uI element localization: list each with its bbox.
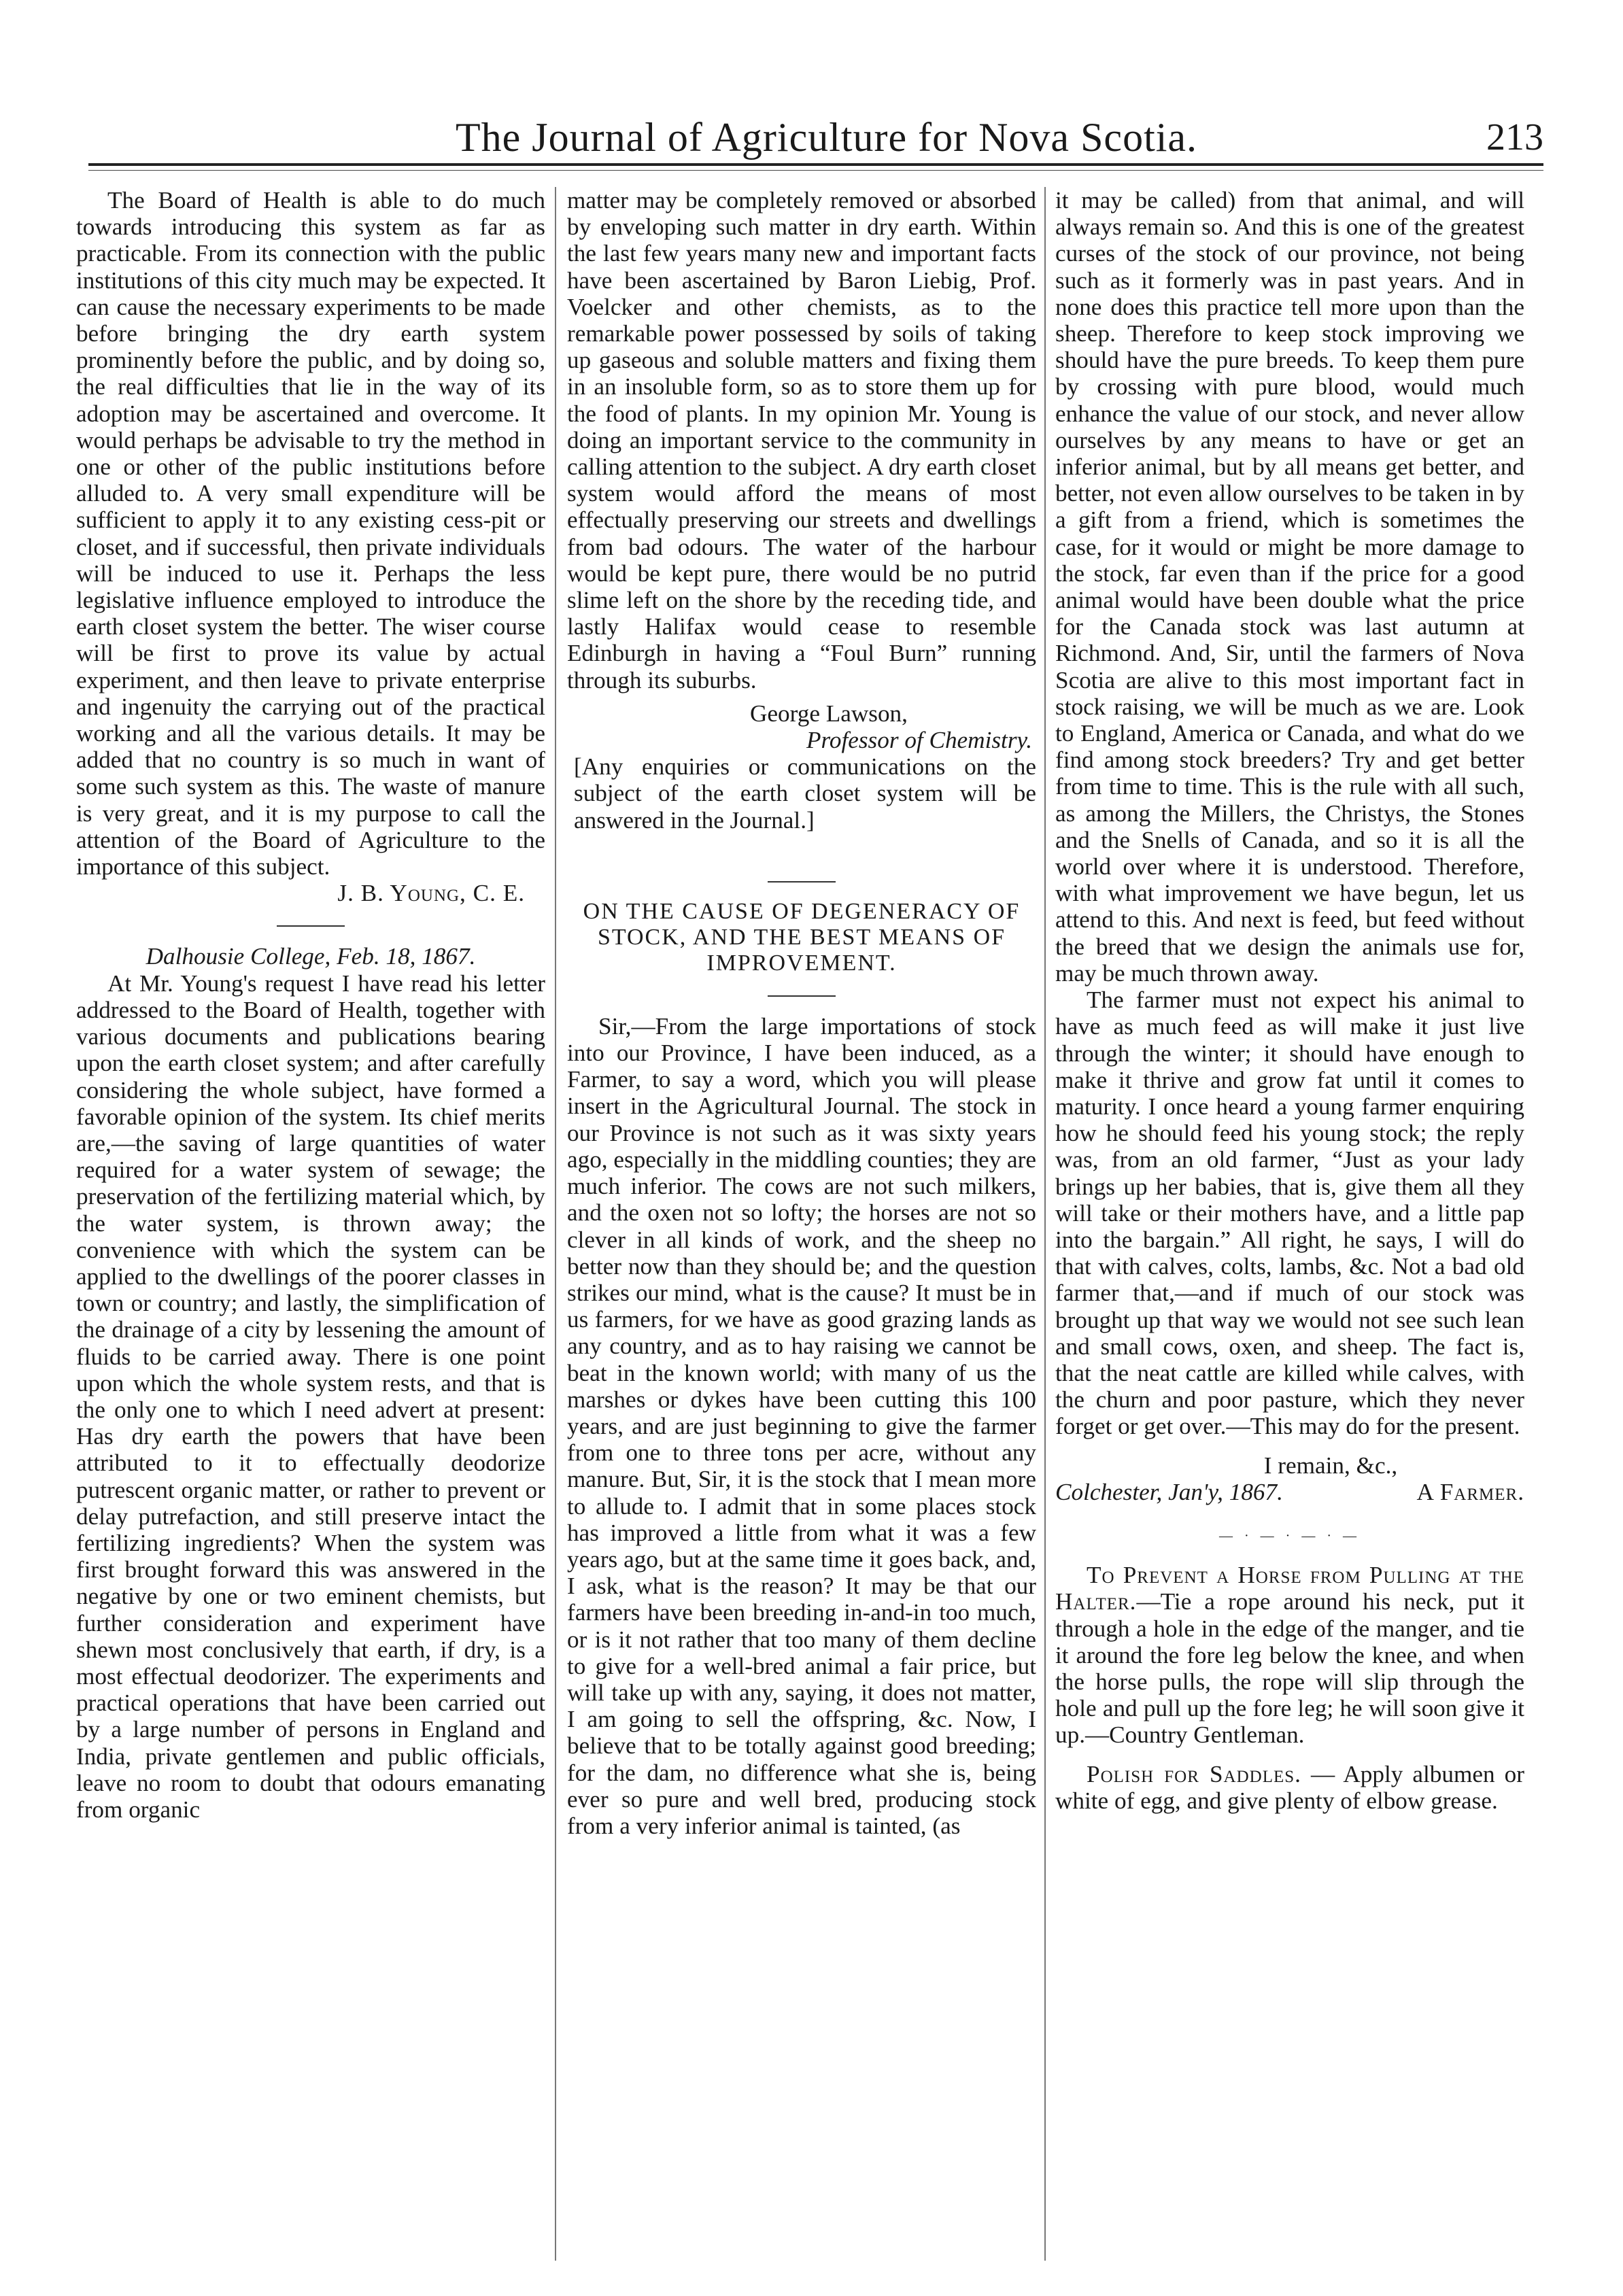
closing-signer: A Farmer.: [1416, 1478, 1524, 1505]
signature-name: George Lawson,: [750, 700, 908, 727]
page-header: [88, 102, 1543, 177]
paragraph-feeding: The farmer must not expect his animal to have as much feed as will make it just live through the winter; it should have enough to make it thrive and grow fat until it comes to maturity. I once heard a young farmer enquiring how he should feed his young stock; the reply was, from an old farmer, “Just as your lady brings up her babies, that is, give them all they will take or their mothers have, and a little pap into the bargain.” All right, he says, I will do that with calves, colts, lambs, &c. Not a bad old farmer that,—and if much of our stock was brought up that way we would not see such lean and small cows, oxen, and sheep. The fact is, that the neat cattle are killed while calves, with the churn and poor pasture, which they never forget or get over.—This may do for the present.: [1055, 987, 1524, 1440]
item-saddle-polish-body: — Apply albumen or white of egg, and give plenty of elbow grease.: [1055, 1760, 1524, 1814]
signature-title: Professor of Chemistry.: [806, 727, 1032, 754]
closing-remain: I remain, &c.,: [1263, 1452, 1398, 1479]
header-rule-thin: [88, 170, 1543, 171]
item-saddle-polish-heading: Polish for Saddles.: [1087, 1760, 1301, 1787]
closing-line: [1055, 1479, 1524, 1505]
column-left: [76, 187, 545, 1823]
section-rule: [768, 881, 836, 883]
item-horse-halter-heading: To Prevent a Horse from Pulling at the Halter.: [1055, 1562, 1524, 1615]
column-right: [1055, 187, 1524, 1814]
paragraph-degeneracy-continued: it may be called) from that animal, and will always remain so. And this is one of the greatest curses of the stock of our province, not being such as it formerly was in past years. And in none does this practice tell more upon than the sheep. Therefore to keep stock improving we should have the pure breeds. To keep them pure by crossing with pure blood, would much enhance the value of our stock, and never allow ourselves by any means to have or get an inferior animal, but by all means get better, and better, not even allow ourselves to be taken in by a gift from a friend, which is sometimes the case, for it would or might be more damage to the stock, far even than if the price for a good animal would have been double what the price for the Canada stock was last autumn at Richmond. And, Sir, until the farmers of Nova Scotia are alive to this most important fact in stock raising, we will be much as we are. Look to England, America or Canada, and what do we find among stock breeders? Try and get better from time to time. This is the rule with all such, as among the Millers, the Christys, the Stones and the Snells of Canada, and so it is all the world over where it is understood. Therefore, with what improvement we have begun, let us attend to this. And next is feed, but feed without the breed that we design the animals use for, may be much thrown away.: [1055, 187, 1524, 987]
signature-young: J. B. Young, C. E.: [337, 880, 525, 907]
column-middle: [567, 187, 1036, 1839]
article-title: ON THE CAUSE OF DEGENERACY OF STOCK, AND THE BEST MEANS OF IMPROVEMENT.: [583, 898, 1021, 976]
editor-note: [Any enquiries or communications on the subject of the earth closet system will be answered in the Journal.]: [574, 753, 1036, 834]
header-rule: [88, 163, 1543, 166]
paragraph-lawson-continued: matter may be completely removed or absorbed by enveloping such matter in dry earth. Within the last few years many new and important facts have been ascertained by Baron Liebig, Prof. Voelcker and other chemists, as to the remarkable power possessed by soils of taking up gaseous and soluble matters and fixing them in an insoluble form, so as to store them up for the food of plants. In my opinion Mr. Young is doing an important service to the community in calling attention to the subject. A dry earth closet system would afford the means of most effectually preserving our streets and dwellings from bad odours. The water of the harbour would be kept pure, there would be no putrid slime left on the shore by the receding tide, and lastly Halifax would cease to resemble Edinburgh in having a “Foul Burn” running through its suburbs.: [567, 187, 1036, 693]
column-divider-left: [555, 187, 556, 2261]
item-horse-halter-body: —Tie a rope around his neck, put it through a hole in the edge of the manger, and tie it around the fore leg below the knee, and when the horse pulls, the rope will slip through the hole and pull up the fore leg; he will soon give it up.—Country Gentleman.: [1055, 1588, 1524, 1749]
paragraph-degeneracy: Sir,—From the large importations of stock into our Province, I have been induced, as a Farmer, to say a word, which you will please insert in the Agricultural Journal. The stock in our Province is not such as it was sixty years ago, especially in the middling counties; they are much inferior. The cows are not such milkers, and the oxen not so lofty; the horses are not so clever in all kinds of work, and the sheep no better now than they should be; and the question strikes our mind, what is the cause? It must be in us farmers, for we have as good grazing lands as any country, and as to hay raising we cannot be beat in the known world; with many of us the marshes or dykes have been cutting this 100 years, and are just beginning to give the farmer from one to three tons per acre, without any manure. But, Sir, it is the stock that I mean more to allude to. I admit that in some places stock has improved a little from what it was a few years ago, but at the same time it goes back, and, I ask, what is the reason? It may be that our farmers have been breeding in-and-in too much, or is it not rather that too many of them decline to give for a well-bred animal a fair price, but will take up with any, saying, it does not matter, I am going to sell the offspring, &c. Now, I believe that to be totally against good breeding; for the dam, no difference what she is, being ever so pure and well bred, producing stock from a very inferior animal is tainted, (as: [567, 1012, 1036, 1839]
section-rule: [277, 925, 345, 927]
letter-closing: [1055, 1452, 1524, 1505]
item-horse-halter: [1055, 1562, 1524, 1748]
closing-place: Colchester, Jan'y, 1867.: [1055, 1478, 1283, 1505]
column-divider-right: [1044, 187, 1046, 2261]
paragraph-board-of-health: The Board of Health is able to do much towards introducing this system as far as practicable. From its connection with the public institutions of this city much may be expected. It can cause the necessary experiments to be made before bringing the dry earth system prominently before the public, and by doing so, the real difficulties that lie in the way of its adoption may be ascertained and overcome. It would perhaps be advisable to try the method in one or other of the public institutions before alluded to. A very small expenditure will be sufficient to apply it to any existing cess-pit or closet, and if successful, then private individuals will be induced to use it. Perhaps the less legislative influence employed to introduce the earth closet system the better. The wiser course will be first to prove its value by actual experiment, and then leave to private enterprise and ingenuity the carrying out of the practical working and all the various details. It may be added that no country is so much in want of some such system as this. The waste of manure is very great, and it is my purpose to call the attention of the Board of Agriculture to the importance of this subject.: [76, 187, 545, 880]
page-number: 213: [1486, 116, 1543, 158]
decorative-rule: — · — · — · —: [1219, 1528, 1361, 1543]
section-rule: [768, 995, 836, 997]
journal-title: The Journal of Agriculture for Nova Scotia.: [456, 115, 1198, 160]
paragraph-lawson-letter: At Mr. Young's request I have read his letter addressed to the Board of Health, together with various documents and publications bearing upon the earth closet system; and after carefully considering the whole subject, have formed a favorable opinion of the system. Its chief merits are,—the saving of large quantities of water required for a water system of sewage; the preservation of the fertilizing material which, by the water system, is thrown away; the convenience with which the system can be applied to the dwellings of the poorer classes in town or country; and lastly, the simplification of the drainage of a city by lessening the amount of fluids to be carried away. There is one point upon which the whole system rests, and that is the only one to which I need advert at present: Has dry earth the powers that have been attributed to it to effectually deodorize putrescent organic matter, or rather to prevent or delay putrefaction, and still preserve intact the fertilizing ingredients? When the system was first brought forward this was answered in the negative by one or two eminent chemists, but further consideration and experiment have shewn most conclusively that earth, if dry, is a most effectual deodorizer. The experiments and practical operations that have been carried out by a large number of persons in England and India, private gentlemen and public officials, leave no room to doubt that odours emanating from organic: [76, 970, 545, 1823]
item-saddle-polish: [1055, 1761, 1524, 1814]
dateline: Dalhousie College, Feb. 18, 1867.: [146, 943, 476, 970]
